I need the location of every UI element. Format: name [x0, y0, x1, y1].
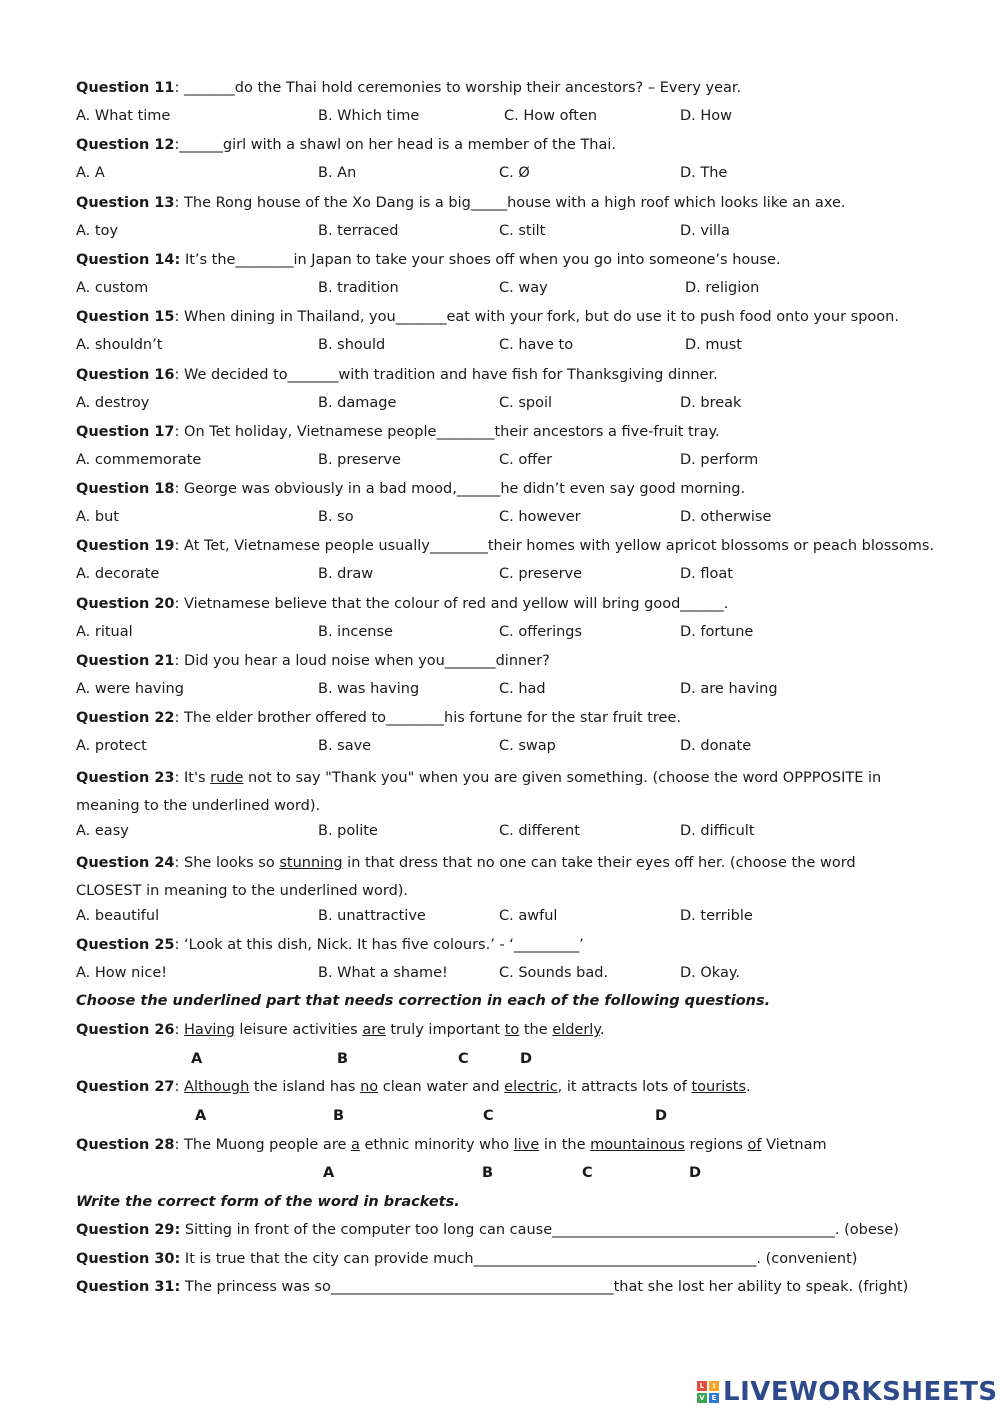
option-a[interactable]: A. custom — [76, 280, 149, 296]
option-a[interactable]: A. easy — [76, 823, 129, 839]
underlined-part-c[interactable]: electric — [504, 1079, 558, 1095]
option-d[interactable]: D. fortune — [680, 624, 754, 640]
option-d[interactable]: D. float — [680, 566, 733, 582]
option-b[interactable]: B. unattractive — [318, 908, 426, 924]
question-label: Question 29: — [76, 1222, 181, 1238]
underlined-part-a[interactable]: Having — [184, 1022, 235, 1038]
question-label: Question 12 — [76, 137, 175, 153]
option-a[interactable]: A. destroy — [76, 395, 150, 411]
question-label: Question 26 — [76, 1022, 175, 1038]
letter-c: C — [483, 1108, 494, 1124]
question-label: Question 23 — [76, 770, 175, 786]
question-text: When dining in Thailand, you_______eat with your fork, but do use it to push food onto your spoon. — [184, 309, 899, 325]
option-d[interactable]: D. otherwise — [680, 509, 772, 525]
question-label: Question 30: — [76, 1251, 181, 1267]
underlined-part-c[interactable]: to — [504, 1022, 520, 1038]
underlined-part-b[interactable]: are — [362, 1022, 386, 1038]
question-19 — [76, 537, 934, 555]
question-separator: : — [174, 538, 185, 554]
option-a[interactable]: A. beautiful — [76, 908, 160, 924]
question-separator: : — [174, 80, 185, 96]
letter-b: B — [482, 1165, 494, 1181]
question-separator: : — [174, 481, 185, 497]
letter-a: A — [323, 1165, 335, 1181]
text-part: truly important — [385, 1022, 505, 1038]
instruction-word-form: Write the correct form of the word in brackets. — [76, 1194, 460, 1210]
option-a[interactable]: A. but — [76, 509, 119, 525]
question-separator: : — [174, 424, 185, 440]
question-label: Question 13 — [76, 195, 175, 211]
underlined-part-a[interactable]: Although — [184, 1079, 250, 1095]
option-c[interactable]: C. offerings — [499, 624, 583, 640]
question-text: The Rong house of the Xo Dang is a big_____house with a high roof which looks like an axe. — [184, 195, 846, 211]
question-text: Sitting in front of the computer too long can cause_______________________________________. (obese) — [180, 1222, 899, 1238]
underlined-part-a[interactable]: a — [351, 1137, 360, 1153]
option-c[interactable]: C. different — [499, 823, 580, 839]
logo-letter-i: I — [709, 1381, 719, 1391]
option-d[interactable]: D. are having — [680, 681, 778, 697]
question-23 — [76, 764, 921, 820]
option-d[interactable]: D. perform — [680, 452, 759, 468]
underlined-part-d[interactable]: elderly — [552, 1022, 600, 1038]
letter-a: A — [195, 1108, 207, 1124]
question-label: Question 16 — [76, 367, 175, 383]
question-separator: : — [174, 195, 185, 211]
question-label: Question 24 — [76, 855, 175, 871]
option-c[interactable]: C. How often — [504, 108, 598, 124]
question-12 — [76, 136, 616, 154]
option-d[interactable]: D. donate — [680, 738, 752, 754]
question-text: We decided to_______with tradition and have fish for Thanksgiving dinner. — [184, 367, 718, 383]
question-text: George was obviously in a bad mood,______he didn’t even say good morning. — [184, 481, 746, 497]
option-a[interactable]: A. commemorate — [76, 452, 202, 468]
question-text: It’s the________in Japan to take your shoes off when you go into someone’s house. — [184, 252, 781, 268]
text-part: : The Muong people are — [174, 1137, 351, 1153]
question-label: Question 21 — [76, 653, 175, 669]
question-14 — [76, 251, 781, 269]
question-label: Question 31: — [76, 1279, 181, 1295]
text-part: regions — [684, 1137, 748, 1153]
option-d[interactable]: D. How — [680, 108, 733, 124]
question-20 — [76, 595, 728, 613]
option-a[interactable]: A. A — [76, 165, 105, 181]
logo-grid-icon — [697, 1381, 719, 1403]
option-b[interactable]: B. draw — [318, 566, 374, 582]
option-b[interactable]: B. What a shame! — [318, 965, 448, 981]
option-a[interactable]: A. toy — [76, 223, 119, 239]
question-label: Question 15 — [76, 309, 175, 325]
question-text: At Tet, Vietnamese people usually________their homes with yellow apricot blossoms or peach blossoms. — [184, 538, 934, 554]
question-text: ______girl with a shawl on her head is a member of the Thai. — [179, 137, 617, 153]
underlined-part-d[interactable]: of — [747, 1137, 762, 1153]
option-c[interactable]: C. have to — [499, 337, 574, 353]
question-label: Question 22 — [76, 710, 175, 726]
option-a[interactable]: A. How nice! — [76, 965, 168, 981]
question-22 — [76, 709, 681, 727]
question-15 — [76, 308, 899, 326]
logo-letter-e: E — [709, 1393, 719, 1403]
question-label: Question 14: — [76, 252, 181, 268]
letter-a: A — [191, 1051, 203, 1067]
underlined-word: stunning — [279, 855, 343, 871]
text-part: . — [746, 1079, 751, 1095]
question-18 — [76, 480, 745, 498]
option-b[interactable]: B. polite — [318, 823, 378, 839]
question-28 — [76, 1136, 827, 1154]
option-b[interactable]: B. Which time — [318, 108, 420, 124]
text-part: . — [599, 1022, 605, 1038]
logo-text: LIVEWORKSHEETS — [723, 1377, 998, 1407]
question-text: The elder brother offered to________his fortune for the star fruit tree. — [184, 710, 681, 726]
option-d[interactable]: D. must — [685, 337, 742, 353]
question-label: Question 18 — [76, 481, 175, 497]
logo-letter-l: L — [697, 1381, 707, 1391]
question-label: Question 17 — [76, 424, 175, 440]
question-16 — [76, 366, 718, 384]
question-25 — [76, 936, 584, 954]
question-label: Question 11 — [76, 80, 175, 96]
question-text: The princess was so_______________________________________that she lost her ability to speak. (fright) — [180, 1279, 909, 1295]
question-label: Question 19 — [76, 538, 175, 554]
question-separator: : — [174, 367, 185, 383]
question-24 — [76, 849, 921, 905]
option-c[interactable]: C. however — [499, 509, 581, 525]
question-text: : She looks so — [174, 855, 280, 871]
text-part: leisure activities — [234, 1022, 363, 1038]
question-separator: : — [174, 137, 180, 153]
letter-d: D — [520, 1051, 533, 1067]
option-b[interactable]: B. was having — [318, 681, 420, 697]
option-b[interactable]: B. save — [318, 738, 372, 754]
question-11 — [76, 79, 741, 97]
question-31[interactable] — [76, 1278, 908, 1296]
logo-letter-v: V — [697, 1393, 707, 1403]
option-c[interactable]: C. preserve — [499, 566, 583, 582]
underlined-part-d[interactable]: tourists — [691, 1079, 747, 1095]
letter-c: C — [582, 1165, 593, 1181]
option-c[interactable]: C. swap — [499, 738, 556, 754]
option-d[interactable]: D. The — [680, 165, 728, 181]
option-c[interactable]: C. awful — [499, 908, 558, 924]
letter-b: B — [333, 1108, 345, 1124]
option-c[interactable]: C. offer — [499, 452, 553, 468]
underlined-part-c[interactable]: mountainous — [590, 1137, 685, 1153]
question-13 — [76, 194, 845, 212]
underlined-part-b[interactable]: no — [360, 1079, 379, 1095]
option-c[interactable]: C. stilt — [499, 223, 546, 239]
option-d[interactable]: D. villa — [680, 223, 730, 239]
option-c[interactable]: C. Ø — [499, 165, 530, 181]
text-part: in the — [539, 1137, 591, 1153]
option-d[interactable]: D. terrible — [680, 908, 753, 924]
option-c[interactable]: C. Sounds bad. — [499, 965, 609, 981]
option-b[interactable]: B. An — [318, 165, 357, 181]
option-b[interactable]: B. so — [318, 509, 354, 525]
letter-c: C — [458, 1051, 469, 1067]
underlined-word: rude — [210, 770, 244, 786]
question-label: Question 20 — [76, 596, 175, 612]
instruction-error-correction: Choose the underlined part that needs correction in each of the following questions. — [76, 993, 771, 1009]
option-b[interactable]: B. terraced — [318, 223, 399, 239]
question-text: _______do the Thai hold ceremonies to worship their ancestors? – Every year. — [184, 80, 742, 96]
letter-b: B — [337, 1051, 349, 1067]
option-d[interactable]: D. break — [680, 395, 742, 411]
text-part: ethnic minority who — [359, 1137, 514, 1153]
underlined-part-b[interactable]: live — [513, 1137, 540, 1153]
question-text: Did you hear a loud noise when you_______dinner? — [184, 653, 550, 669]
text-part: the island has — [249, 1079, 361, 1095]
option-c[interactable]: C. way — [499, 280, 548, 296]
question-separator: : — [174, 309, 185, 325]
text-part: , it attracts lots of — [557, 1079, 692, 1095]
option-a[interactable]: A. What time — [76, 108, 171, 124]
option-d[interactable]: D. difficult — [680, 823, 755, 839]
option-d[interactable]: D. religion — [685, 280, 760, 296]
question-26 — [76, 1021, 604, 1039]
option-b[interactable]: B. damage — [318, 395, 397, 411]
text-part: : — [174, 1079, 185, 1095]
question-text: It is true that the city can provide much_______________________________________. (convenient) — [180, 1251, 858, 1267]
option-b[interactable]: B. incense — [318, 624, 393, 640]
option-b[interactable]: B. should — [318, 337, 386, 353]
question-label: Question 28 — [76, 1137, 175, 1153]
question-separator: : — [174, 596, 185, 612]
question-text: not to say "Thank you" when you are given something. (choose the word OPPPOSITE in meaning to the underlined word). — [76, 770, 882, 814]
question-separator: : — [174, 710, 185, 726]
option-a[interactable]: A. decorate — [76, 566, 160, 582]
question-text: Vietnamese believe that the colour of red and yellow will bring good______. — [184, 596, 729, 612]
question-label: Question 27 — [76, 1079, 175, 1095]
option-a[interactable]: A. were having — [76, 681, 184, 697]
text-part: Vietnam — [761, 1137, 827, 1153]
question-text: : It's — [174, 770, 211, 786]
question-29[interactable] — [76, 1221, 899, 1239]
liveworksheets-logo — [697, 1377, 998, 1407]
question-label: Question 25 — [76, 937, 175, 953]
question-30[interactable] — [76, 1250, 857, 1268]
letter-d: D — [655, 1108, 668, 1124]
question-text: in that dress that no one can take their eyes off her. (choose the word CLOSEST in meaning to the underlined word). — [76, 855, 856, 899]
option-a[interactable]: A. shouldn’t — [76, 337, 163, 353]
option-d[interactable]: D. Okay. — [680, 965, 740, 981]
question-text: : ‘Look at this dish, Nick. It has five colours.’ - ‘_________’ — [174, 937, 584, 953]
option-c[interactable]: C. spoil — [499, 395, 553, 411]
text-part: clean water and — [378, 1079, 505, 1095]
question-separator: : — [174, 653, 185, 669]
text-part: the — [519, 1022, 553, 1038]
option-c[interactable]: C. had — [499, 681, 546, 697]
text-part: : — [174, 1022, 185, 1038]
option-b[interactable]: B. tradition — [318, 280, 399, 296]
option-a[interactable]: A. ritual — [76, 624, 133, 640]
option-b[interactable]: B. preserve — [318, 452, 401, 468]
option-a[interactable]: A. protect — [76, 738, 147, 754]
letter-d: D — [689, 1165, 702, 1181]
question-text: On Tet holiday, Vietnamese people________their ancestors a five-fruit tray. — [184, 424, 720, 440]
question-21 — [76, 652, 550, 670]
question-27 — [76, 1078, 751, 1096]
question-17 — [76, 423, 720, 441]
